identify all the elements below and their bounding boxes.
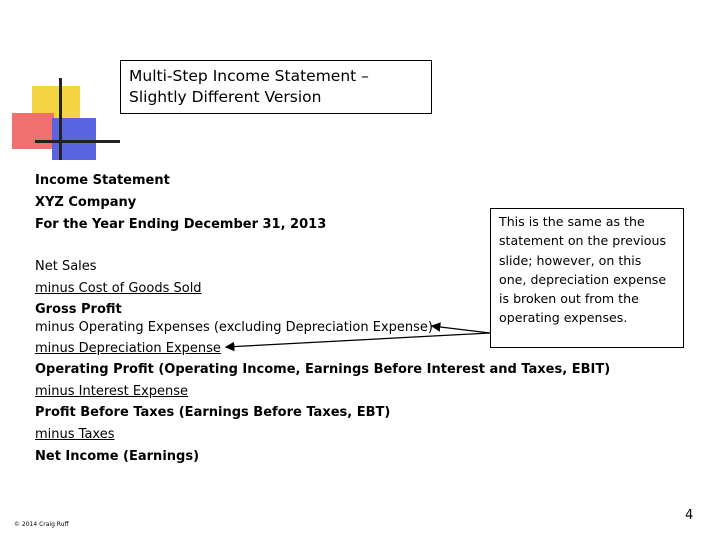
arrow-to-operating-expenses (432, 326, 490, 333)
header-line2: XYZ Company (35, 195, 137, 210)
callout-line: This is the same as the (499, 214, 645, 229)
line-net-sales: Net Sales (35, 259, 97, 274)
callout-line: one, depreciation expense (499, 271, 667, 287)
line-operating-profit: Operating Profit (Operating Income, Earnings Before Interest and Taxes, EBIT) (35, 362, 611, 377)
callout-line: is broken out from the (499, 291, 639, 307)
line-gross-profit: Gross Profit (35, 302, 122, 317)
header-line3: For the Year Ending December 31, 2013 (35, 217, 327, 232)
line-net-income: Net Income (Earnings) (35, 449, 200, 464)
line-minus-taxes: minus Taxes (35, 427, 115, 442)
line-profit-before-taxes: Profit Before Taxes (Earnings Before Taxes, EBT) (35, 405, 391, 420)
page-number: 4 (685, 508, 694, 523)
line-minus-operating-expenses: minus Operating Expenses (excluding Depreciation Expense) (35, 320, 433, 335)
callout-line: slide; however, on this (499, 252, 642, 268)
copyright: © 2014 Craig Ruff (14, 521, 69, 528)
callout-line: operating expenses. (499, 310, 628, 326)
slide-title-line2: Slightly Different Version (129, 88, 322, 106)
header-line1: Income Statement (35, 173, 170, 188)
line-minus-depreciation: minus Depreciation Expense (35, 341, 221, 356)
slide-title-line1: Multi-Step Income Statement – (129, 67, 369, 85)
callout-line: statement on the previous (499, 233, 667, 249)
arrow-to-depreciation (226, 333, 490, 347)
line-minus-cogs: minus Cost of Goods Sold (35, 281, 202, 296)
line-minus-interest: minus Interest Expense (35, 384, 189, 399)
